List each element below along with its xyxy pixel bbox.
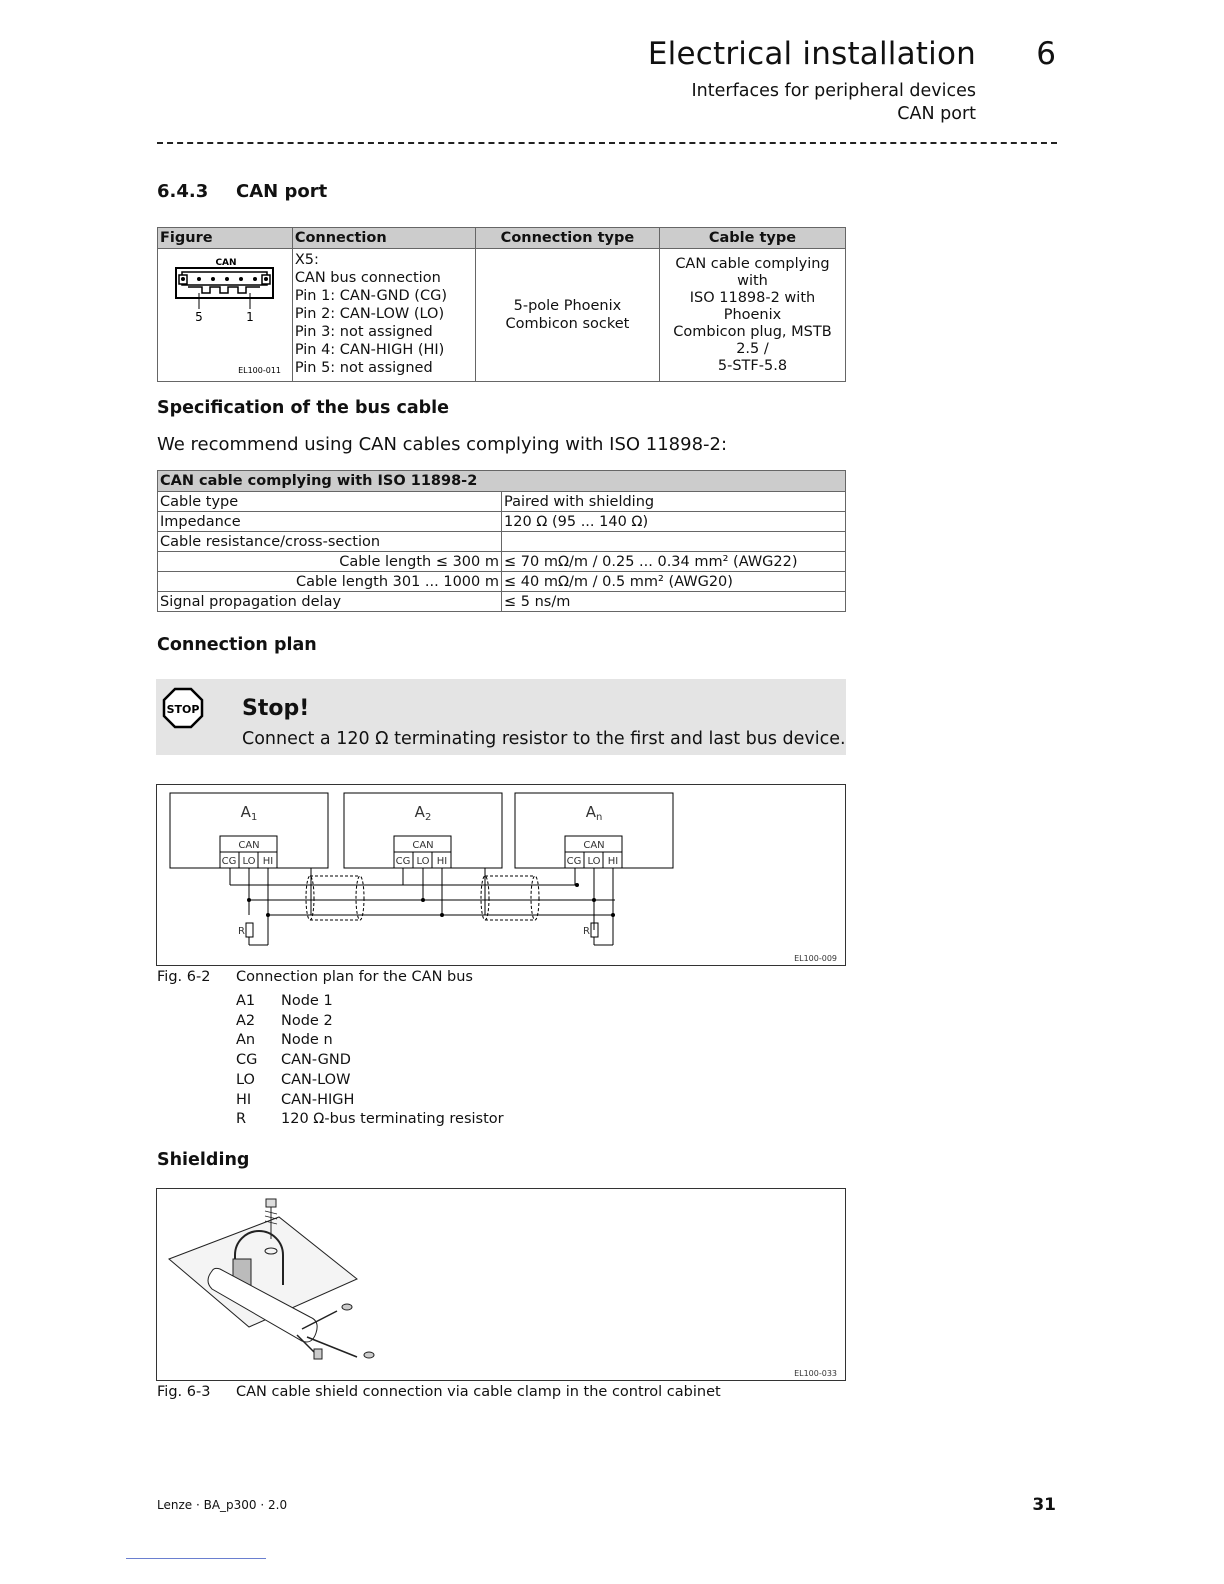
connection-type-line: Combicon socket: [505, 316, 630, 332]
legend-item: LO CAN-LOW: [236, 1071, 351, 1088]
stop-notice: [156, 679, 846, 755]
table-row: [158, 532, 846, 552]
connection-cell: [292, 249, 475, 382]
legend-item: R 120 Ω-bus terminating resistor: [236, 1111, 504, 1128]
node-label: A: [240, 803, 251, 821]
svg-text:An: [586, 803, 603, 823]
connector-figure-cell: [158, 249, 293, 382]
pin-label: HI: [262, 856, 274, 867]
row-value: Paired with shielding: [502, 492, 846, 512]
cable-type-line: ISO 11898-2 with Phoenix: [689, 289, 816, 323]
row-label: Cable type: [158, 492, 502, 512]
connection-line: Pin 1: CAN-GND (CG): [294, 288, 447, 304]
connector-label: CAN: [215, 258, 237, 268]
cable-type-line: 5-STF-5.8: [717, 357, 788, 374]
can-bus-diagram: [156, 784, 846, 966]
node-label: A: [585, 803, 596, 821]
table-row: [158, 492, 846, 512]
row-label: Cable resistance/cross-section: [158, 532, 502, 552]
row-label: Cable length 301 ... 1000 m: [158, 572, 502, 592]
header-subtitle-2: CAN port: [897, 104, 976, 124]
can-label: CAN: [412, 840, 434, 851]
bus-cable-heading: Specification of the bus cable: [157, 398, 450, 418]
row-label: Cable length ≤ 300 m: [158, 552, 502, 572]
table-header: CAN cable complying with ISO 11898-2: [158, 471, 846, 492]
legend-item: HI CAN-HIGH: [236, 1091, 355, 1108]
row-value: ≤ 40 mΩ/m / 0.5 mm² (AWG20): [502, 572, 846, 592]
row-value: ≤ 5 ns/m: [502, 592, 846, 612]
header-divider: [157, 142, 1057, 144]
pin-label: CG: [566, 856, 582, 867]
table-row: [158, 552, 846, 572]
can-label: CAN: [238, 840, 260, 851]
can-connector-diagram: [158, 249, 288, 377]
stop-text: Connect a 120 Ω terminating resistor to the first and last bus device.: [242, 729, 846, 749]
pin-label: CG: [395, 856, 411, 867]
table-header: Connection: [292, 228, 475, 249]
pin-label: LO: [587, 856, 601, 867]
connection-line: Pin 4: CAN-HIGH (HI): [294, 342, 445, 358]
cable-type-line: Combicon plug, MSTB 2.5 /: [673, 323, 832, 357]
legend-item: A1 Node 1: [236, 993, 333, 1009]
node-label: A: [414, 803, 425, 821]
svg-text:A2: [415, 803, 432, 823]
row-label: Signal propagation delay: [158, 592, 502, 612]
connector-table: [157, 227, 846, 382]
connection-line: CAN bus connection: [294, 270, 441, 286]
pin-label: HI: [607, 856, 619, 867]
connection-plan-heading: Connection plan: [157, 635, 317, 655]
svg-text:A1: [241, 803, 258, 823]
can-label: CAN: [583, 840, 605, 851]
footer-doc-id: Lenze · BA_p300 · 2.0: [157, 1498, 288, 1512]
figure-legend: [236, 992, 504, 1130]
table-row: [158, 512, 846, 532]
pin-label: HI: [436, 856, 448, 867]
node-subscript: n: [595, 812, 603, 823]
shielding-heading: Shielding: [157, 1150, 250, 1170]
legend-item: A2 Node 2: [236, 1012, 333, 1029]
figure-code: EL100-033: [794, 1369, 837, 1378]
connection-line: Pin 2: CAN-LOW (LO): [294, 306, 445, 322]
row-value: ≤ 70 mΩ/m / 0.25 ... 0.34 mm² (AWG22): [502, 552, 846, 572]
cable-clamp-illustration: [157, 1189, 845, 1380]
pin-label-5: 5: [195, 310, 203, 324]
connection-line: Pin 3: not assigned: [294, 324, 433, 340]
row-label: Impedance: [158, 512, 502, 532]
legend-item: An Node n: [236, 1032, 333, 1049]
header-subtitle: Interfaces for peripheral devices: [691, 81, 976, 101]
bus-cable-table: [157, 470, 846, 612]
section-title: CAN port: [236, 181, 328, 202]
table-row: [158, 572, 846, 592]
stop-icon-text: STOP: [166, 703, 200, 716]
pin-label: LO: [242, 856, 256, 867]
connection-type-line: 5-pole Phoenix: [513, 298, 622, 314]
node-subscript: 2: [424, 812, 432, 823]
figure-caption-text: CAN cable shield connection via cable clamp in the control cabinet: [236, 1384, 721, 1400]
legend-item: CG CAN-GND: [236, 1052, 351, 1069]
connection-type-cell: [475, 249, 659, 382]
section-number: 6.4.3: [157, 181, 209, 202]
figure-caption-text: Connection plan for the CAN bus: [236, 969, 473, 985]
cable-type-line: CAN cable complying with: [675, 255, 830, 289]
figure-caption-number: Fig. 6-2: [157, 969, 211, 985]
pin-label: CG: [221, 856, 237, 867]
footnote-rule: [126, 1558, 266, 1559]
connection-line: X5:: [294, 252, 319, 268]
chapter-title: Electrical installation: [647, 36, 976, 72]
shield-figure: [156, 1188, 846, 1381]
figure-code: EL100-011: [238, 366, 281, 375]
row-value: 120 Ω (95 ... 140 Ω): [502, 512, 846, 532]
table-header: Connection type: [475, 228, 659, 249]
resistor-label: R: [238, 926, 245, 937]
table-row: [158, 592, 846, 612]
connection-line: Pin 5: not assigned: [294, 360, 433, 376]
bus-cable-intro: We recommend using CAN cables complying with ISO 11898-2:: [157, 434, 728, 455]
figure-caption-number: Fig. 6-3: [157, 1384, 211, 1400]
stop-title: Stop!: [242, 696, 310, 721]
figure-code: EL100-009: [794, 954, 837, 963]
table-header: Cable type: [659, 228, 845, 249]
node-subscript: 1: [250, 812, 258, 823]
table-header: Figure: [158, 228, 293, 249]
cable-type-cell: [659, 249, 845, 382]
pin-label-1: 1: [246, 310, 254, 324]
page-number: 31: [1032, 1495, 1056, 1515]
can-bus-svg: [157, 785, 845, 965]
row-value: [502, 532, 846, 552]
stop-icon: [162, 687, 204, 729]
pin-label: LO: [416, 856, 430, 867]
resistor-label: R: [583, 926, 590, 937]
chapter-number: 6: [1036, 36, 1056, 72]
